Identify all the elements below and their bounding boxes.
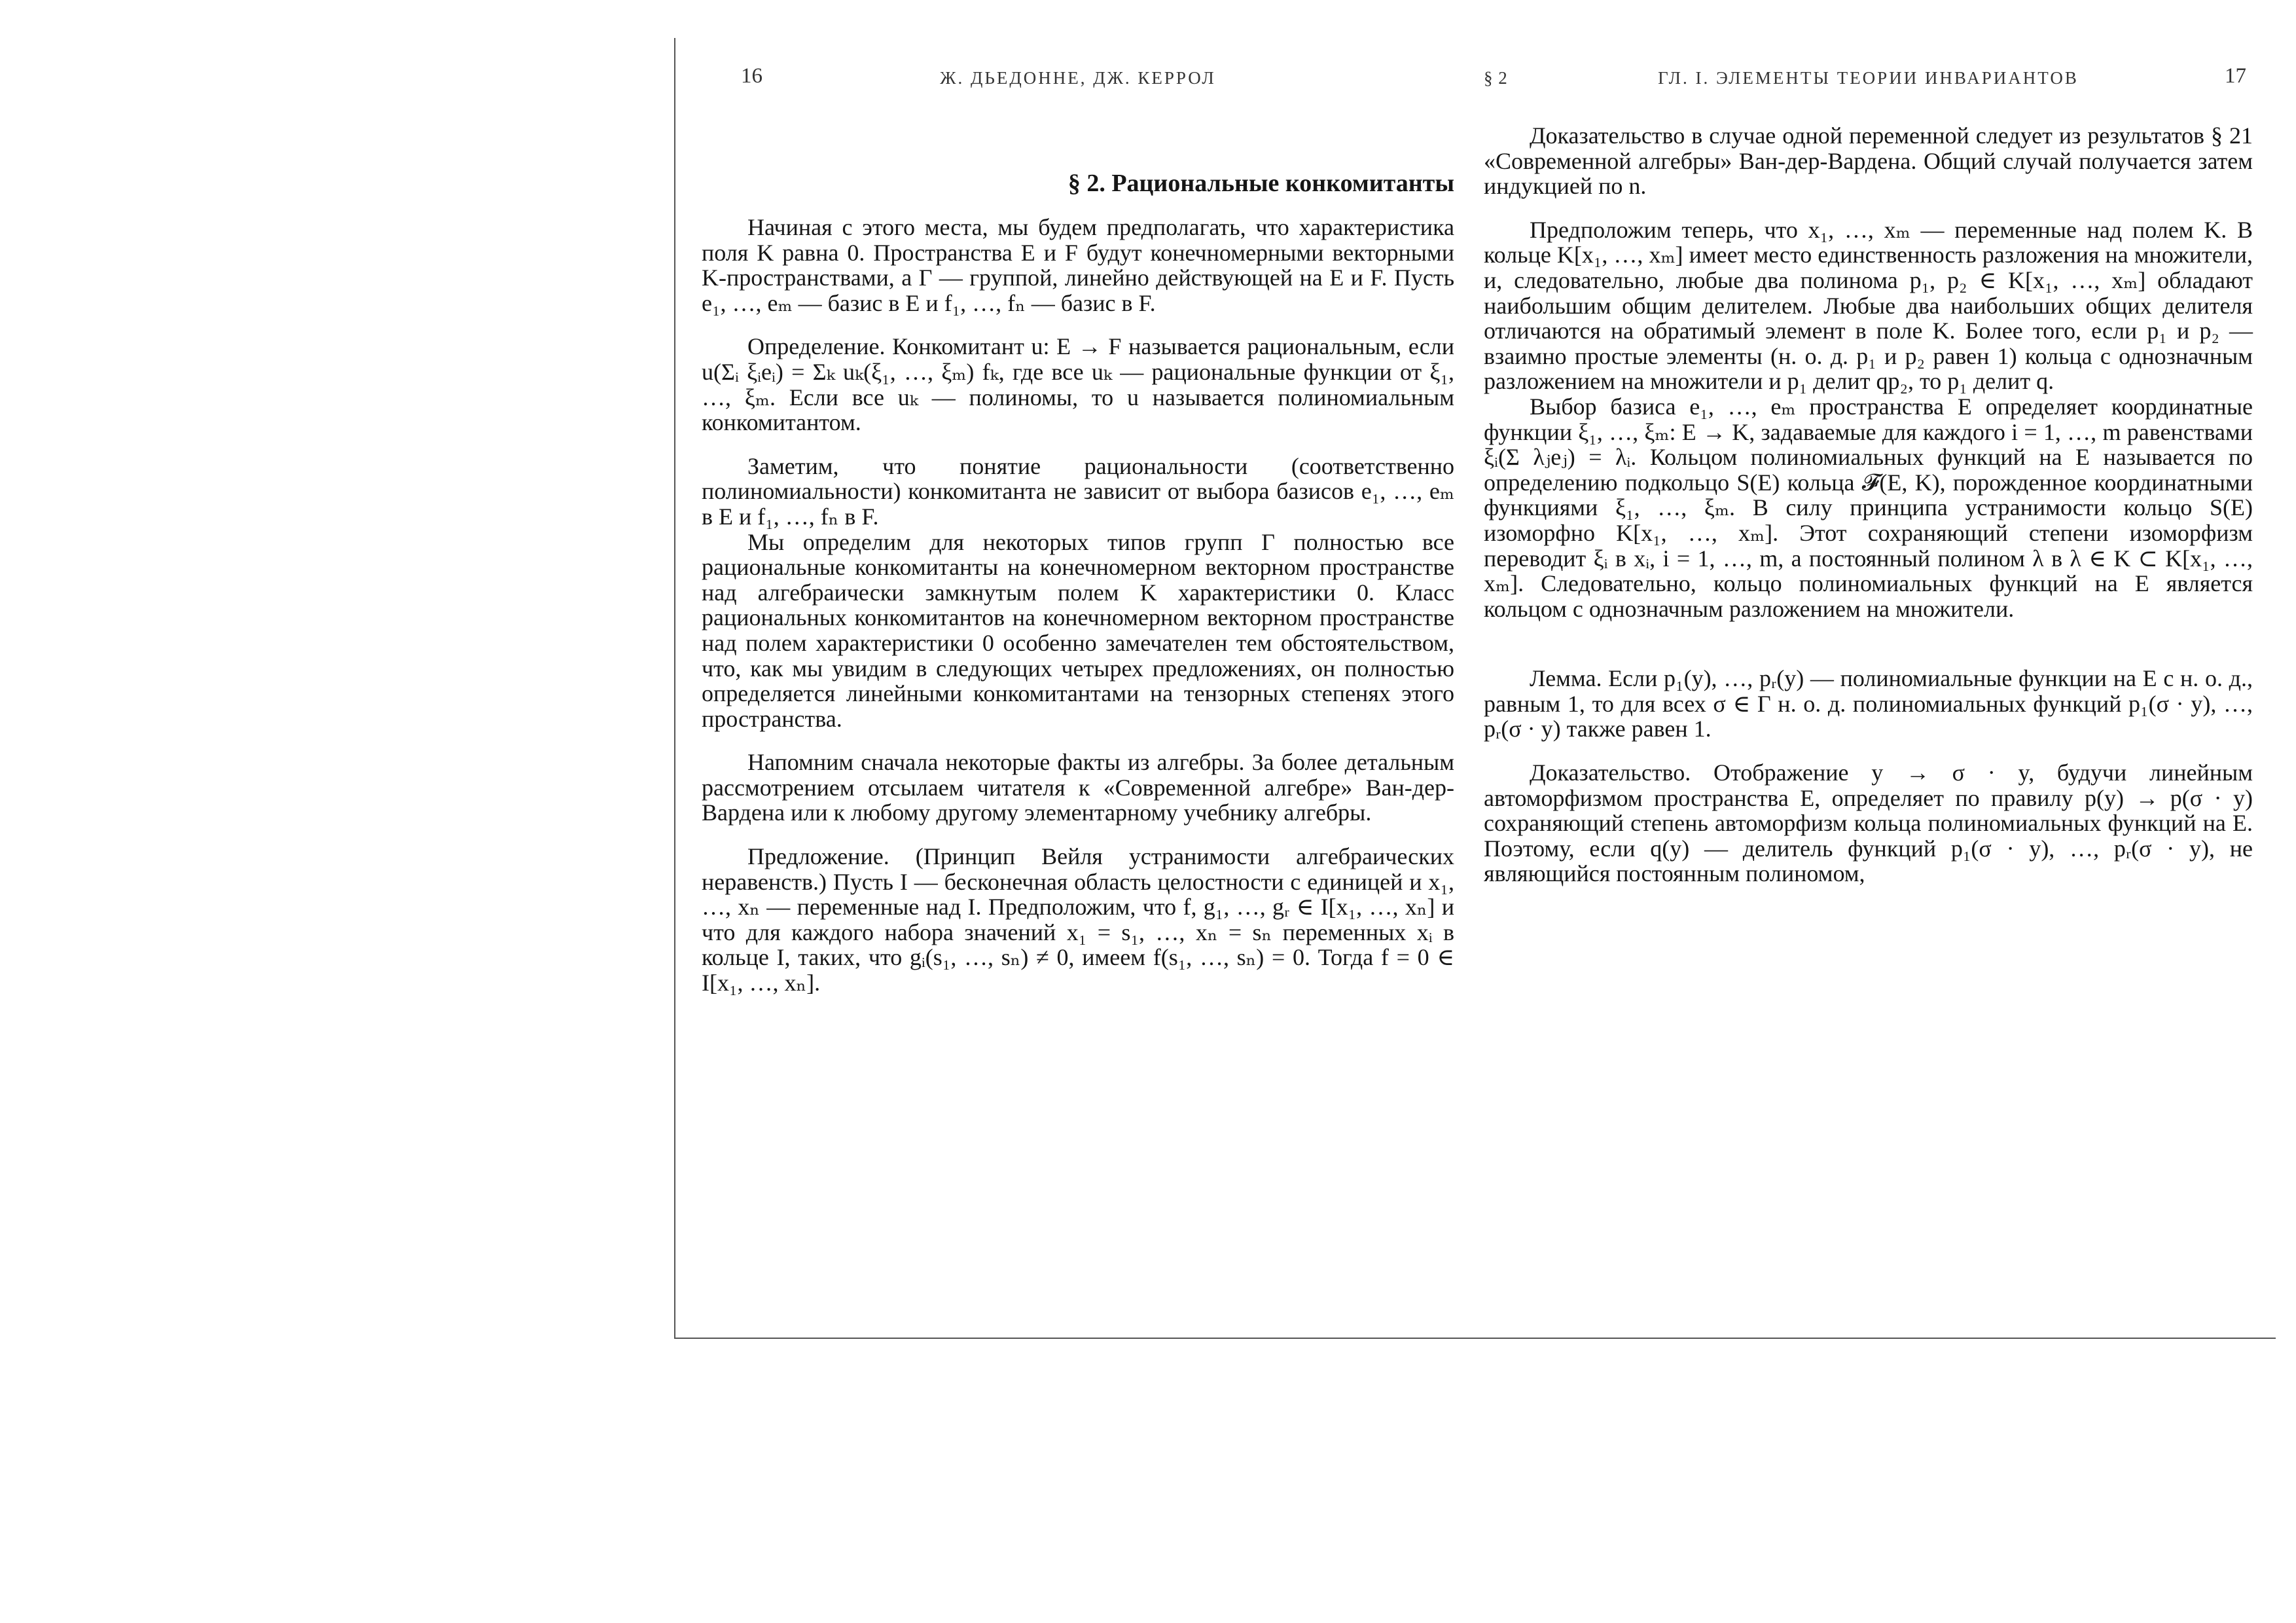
paragraph: Доказательство в случае одной переменной следует из результатов § 21 «Современной алгебры» Ван-дер-Вардена. Общий случай получается затем индукцией по n. — [1484, 122, 2253, 200]
paragraph: Напомним сначала некоторые факты из алгебры. За более детальным рассмотрением отсылаем читателя к «Современной алгебре» Ван-дер-Вардена или к любому другому элементарному учебнику алгебры. — [702, 749, 1454, 826]
paragraph: Начиная с этого места, мы будем предполагать, что характеристика поля K равна 0. Пространства E и F будут конечномерными векторными K-пространствами, а Γ — группой, линейно действующей на E и F. Пусть e₁, …, eₘ — базис в E и f₁, …, fₙ — базис в F. — [702, 214, 1454, 316]
right-page-body — [1484, 123, 2253, 905]
section-mark: § 2 — [1484, 68, 1508, 88]
paragraph: Заметим, что понятие рациональности (соответственно полиномиальности) конкомитанта не зависит от выбора базисов e₁, …, eₘ в E и f₁, …, fₙ в F. — [702, 452, 1454, 530]
right-page-header — [1484, 64, 2253, 97]
left-page-header — [702, 64, 1454, 97]
lemma-paragraph: Лемма. Если p₁(y), …, pᵣ(y) — полиномиальные функции на E с н. о. д., равным 1, то для всех σ ∈ Γ н. о. д. полиномиальных функций p₁(σ · y), …, pᵣ(σ · y) также равен 1. — [1484, 665, 2253, 742]
section-title: § 2. Рациональные конкомитанты — [1067, 170, 1454, 197]
page-number: 16 — [741, 64, 762, 88]
paragraph: Предположим теперь, что x₁, …, xₘ — переменные над полем K. В кольце K[x₁, …, xₘ] имеет место единственность разложения на множители, и, следовательно, любые два полинома p₁, p₂ ∈ K[x₁, …, xₘ] обладают наибольшим общим делителем. Любые два наибольших общих делителя отличаются на обратимый элемент в поле K. Более того, если p₁ и p₂ — взаимно простые элементы (н. о. д. p₁ и p₂ равен 1) кольца с однозначным разложением на множители и p₁ делит qp₂, то p₁ делит q. — [1484, 216, 2253, 395]
book-spread — [674, 38, 2276, 1339]
spacer — [1484, 640, 2253, 666]
paragraph: Мы определим для некоторых типов групп Γ полностью все рациональные конкомитанты на конечномерном векторном пространстве над алгебраически замкнутым полем K характеристики 0. Класс рациональных конкомитантов на конечномерном векторном пространстве над полем характеристики 0 особенно замечателен тем обстоятельством, что, как мы увидим в следующих четырех предложениях, он полностью определяется линейными конкомитантами на тензорных степенях этого пространства. — [702, 528, 1454, 732]
left-page-body — [702, 130, 1454, 1014]
running-head: ГЛ. I. ЭЛЕМЕНТЫ ТЕОРИИ ИНВАРИАНТОВ — [1658, 68, 2079, 88]
running-head: Ж. ДЬЕДОННЕ, ДЖ. КЕРРОЛ — [940, 68, 1216, 88]
proposition-paragraph: Предложение. (Принцип Вейля устранимости алгебраических неравенств.) Пусть I — бесконечная область целостности с единицей и x₁, …, xₙ — переменные над I. Предположим, что f, g₁, …, gᵣ ∈ I[x₁, …, xₙ] и что для каждого набора значений x₁ = s₁, …, xₙ = sₙ переменных xᵢ в кольце I, таких, что gᵢ(s₁, …, sₙ) ≠ 0, имеем f(s₁, …, sₙ) = 0. Тогда f = 0 ∈ I[x₁, …, xₙ]. — [702, 843, 1454, 996]
paragraph: Выбор базиса e₁, …, eₘ пространства E определяет координатные функции ξ₁, …, ξₘ: E → K, задаваемые для каждого i = 1, …, m равенствами ξᵢ(Σ λⱼeⱼ) = λᵢ. Кольцом полиномиальных функций на E называется по определению подкольцо S(E) кольца 𝓕(E, K), порожденное координатными функциями ξ₁, …, ξₘ. В силу принципа устранимости кольцо S(E) изоморфно K[x₁, …, xₘ]. Этот сохраняющий степени изоморфизм переводит ξᵢ в xᵢ, i = 1, …, m, а постоянный полином λ в λ ∈ K ⊂ K[x₁, …, xₘ]. Следовательно, кольцо полиномиальных функций на E является кольцом с однозначным разложением на множители. — [1484, 393, 2253, 622]
proof-paragraph: Доказательство. Отображение y → σ · y, будучи линейным автоморфизмом пространства E, определяет по правилу p(y) → p(σ · y) сохраняющий степень автоморфизм кольца полиномиальных функций на E. Поэтому, если q(y) — делитель функций p₁(σ · y), …, pᵣ(σ · y), не являющийся постоянным полиномом, — [1484, 759, 2253, 887]
definition-paragraph: Определение. Конкомитант u: E → F называется рациональным, если u(Σᵢ ξᵢeᵢ) = Σₖ uₖ(ξ₁, …, ξₘ) fₖ, где все uₖ — рациональные функции от ξ₁, …, ξₘ. Если все uₖ — полиномы, то u называется полиномиальным конкомитантом. — [702, 333, 1454, 436]
page-number: 17 — [2225, 64, 2246, 88]
